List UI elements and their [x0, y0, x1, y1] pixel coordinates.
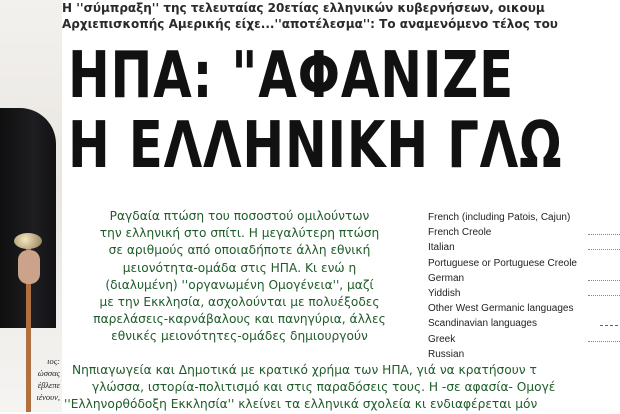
- body-line: Νηπιαγωγεία και Δημοτικά με κρατικό χρήμα των ΗΠΑ, γιά να κρατήσουν τ: [72, 363, 537, 377]
- hand: [18, 250, 40, 284]
- language-row: French Creole: [428, 225, 620, 240]
- language-row: French (including Patois, Cajun): [428, 212, 571, 223]
- headline-line: Η ΕΛΛΗΝΙΚΗ ΓΛΩ: [68, 109, 563, 183]
- article-photo: [0, 0, 62, 412]
- body-line: (διαλυμένη) ''οργανωμένη Ομογένεια'', μαζί: [105, 277, 374, 292]
- language-row: Other West Germanic languages: [428, 303, 574, 315]
- body-line: μειονότητα-ομάδα στις ΗΠΑ. Κι ενώ η: [122, 260, 357, 275]
- intro-line: Η ''σύμπραξη'' της τελευταίας 20ετίας ελληνικών κυβερνήσεων, οικουμ: [62, 1, 545, 15]
- language-row: Russian: [428, 348, 465, 360]
- body-line: εθνικές μειονότητες-ομάδες δημιουργούν: [111, 329, 368, 344]
- body-line: την ελληνική στο σπίτι. Η μεγαλύτερη πτώση: [99, 226, 380, 241]
- intro-text: [62, 0, 620, 32]
- photo-caption: ιος: ώσσας έβλεπε ιένουν,: [36, 356, 60, 402]
- headline-line: ΗΠΑ: "ΑΦΑΝΙΖΕ: [68, 39, 515, 113]
- language-row: Greek: [428, 332, 620, 347]
- language-row: Portuguese or Portuguese Creole: [428, 257, 577, 269]
- headline: [68, 39, 563, 184]
- language-row: Scandinavian languages: [428, 316, 620, 331]
- body-line: γλώσσα, ιστορία-πολιτισμό και στις παραδόσεις τους. Η -σε αφασία- Ομογέ: [92, 380, 556, 395]
- language-row: German: [428, 271, 620, 286]
- body-line: Ραγδαία πτώση του ποσοστού ομιλούντων: [109, 209, 370, 223]
- article-body-full-width: [62, 362, 620, 414]
- staff-knob: [14, 233, 42, 249]
- body-line: παρελάσεις-καρνάβαλους και πανηγύρια, άλλες: [93, 312, 386, 327]
- intro-line: Αρχιεπισκοπής Αμερικής είχε...''αποτέλεσμα'': Το αναμενόμενο τέλος του: [62, 17, 558, 31]
- article-body: [62, 208, 417, 346]
- body-line: σε αριθμούς από οποιαδήποτε άλλη εθνική: [108, 243, 371, 258]
- body-line: με την Εκκλησία, ασχολούνται με πολυέξοδες: [99, 295, 380, 310]
- language-table: [428, 210, 620, 362]
- language-row: Italian: [428, 240, 620, 255]
- language-row: Yiddish: [428, 286, 620, 301]
- body-line: ''Ελληνορθόδοξη Εκκλησία'' κλείνει τα ελληνικά σχολεία κι ενδιαφέρεται μόν: [64, 397, 538, 412]
